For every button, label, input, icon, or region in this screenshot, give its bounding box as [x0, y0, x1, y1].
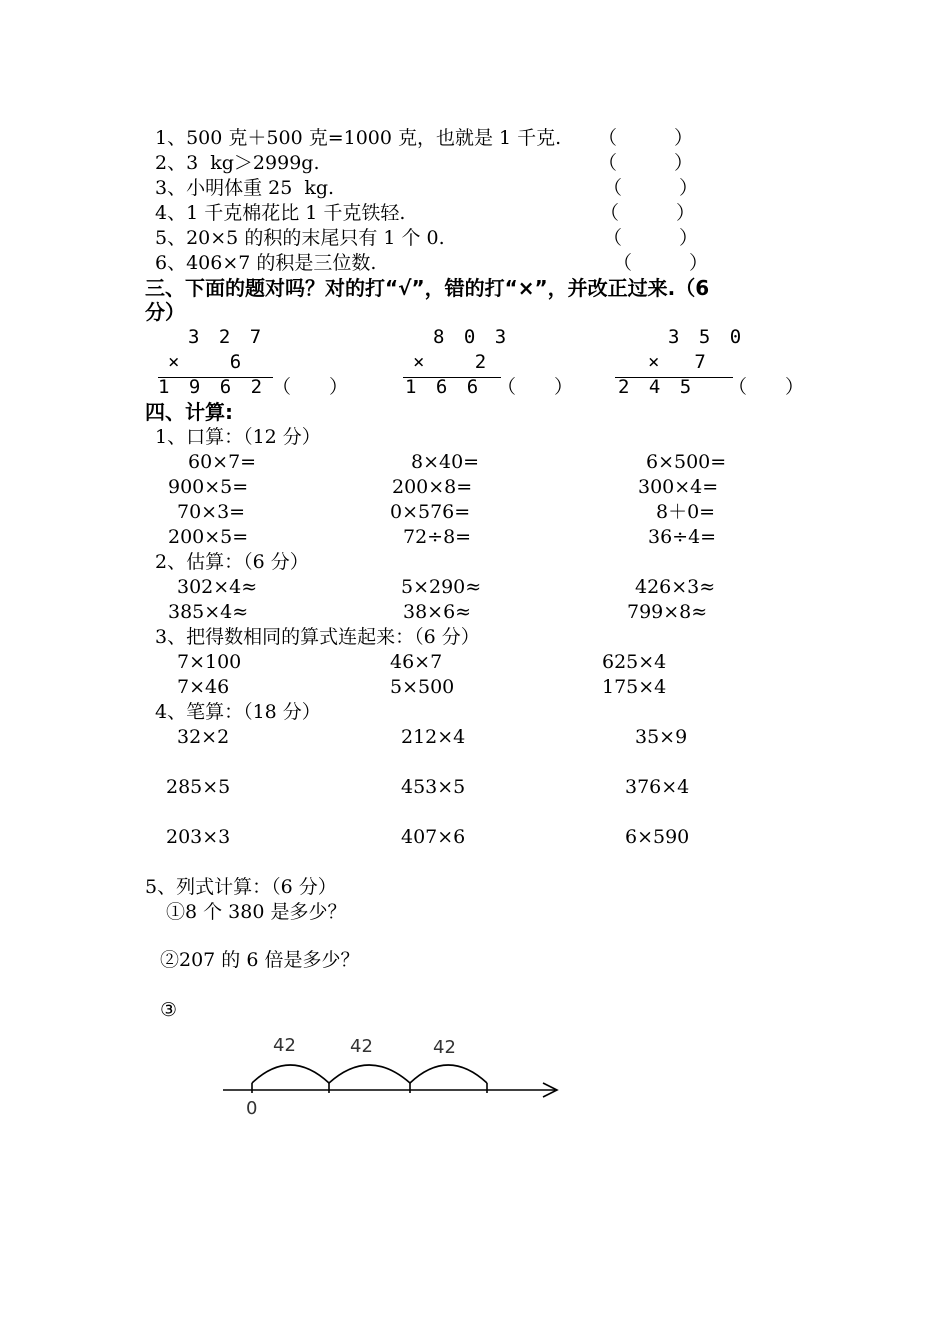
oral-problem: 8×40=: [411, 451, 480, 473]
oral-problem: 300×4=: [638, 476, 719, 498]
tf-item-text: 2、3 kg＞2999g.: [155, 152, 320, 174]
answer-paren[interactable]: （ ）: [613, 252, 709, 274]
written-problem: 407×6: [401, 826, 466, 848]
connect-expression[interactable]: 175×4: [602, 676, 667, 698]
oral-problem: 900×5=: [168, 476, 249, 498]
arc-label: 42: [273, 1035, 296, 1056]
answer-paren[interactable]: （ ）: [603, 177, 699, 199]
multiplier: × 2: [413, 351, 491, 373]
answer-paren[interactable]: （ ）: [272, 376, 349, 398]
written-problem: 212×4: [401, 726, 466, 748]
estimate-problem: 5×290≈: [401, 576, 482, 598]
oral-problem: 0×576=: [390, 501, 471, 523]
connect-expression[interactable]: 7×100: [177, 651, 242, 673]
written-problem: 32×2: [177, 726, 230, 748]
answer-paren[interactable]: （ ）: [728, 376, 805, 398]
oral-problem: 8＋0=: [656, 501, 716, 523]
connect-expression[interactable]: 7×46: [177, 676, 230, 698]
written-problem: 203×3: [166, 826, 231, 848]
multiplier: × 6: [168, 351, 246, 373]
connect-label: 3、把得数相同的算式连起来：（6 分）: [155, 626, 480, 648]
section-3-title-cont: 分）: [145, 300, 185, 324]
oral-problem: 200×8=: [392, 476, 473, 498]
multiplier: × 7: [648, 351, 710, 373]
number-line-diagram: [215, 1025, 575, 1125]
jump-arc: [329, 1065, 410, 1083]
arc-label: 42: [433, 1037, 456, 1058]
product: 1 6 6: [405, 376, 483, 398]
section-3-title: 三、下面的题对吗？对的打“√”，错的打“×”，并改正过来.（6: [145, 276, 710, 300]
estimate-label: 2、估算：（6 分）: [155, 551, 309, 573]
answer-paren[interactable]: （ ）: [598, 152, 694, 174]
estimate-problem: 302×4≈: [177, 576, 258, 598]
written-problem: 376×4: [625, 776, 690, 798]
jump-arc: [410, 1065, 487, 1083]
written-problem: 285×5: [166, 776, 231, 798]
tf-item-text: 4、1 千克棉花比 1 千克铁轻.: [155, 202, 406, 224]
tf-item-text: 6、406×7 的积是三位数.: [155, 252, 377, 274]
multiplicand: 8 0 3: [433, 326, 511, 348]
connect-expression[interactable]: 46×7: [390, 651, 443, 673]
answer-paren[interactable]: （ ）: [600, 202, 696, 224]
answer-paren[interactable]: （ ）: [497, 376, 574, 398]
estimate-problem: 799×8≈: [627, 601, 708, 623]
oral-calc-label: 1、口算：（12 分）: [155, 426, 321, 448]
oral-problem: 72÷8=: [403, 526, 472, 548]
word-problem-1: ①8 个 380 是多少？: [166, 901, 347, 923]
written-problem: 6×590: [625, 826, 690, 848]
oral-problem: 70×3=: [177, 501, 246, 523]
written-problem: 453×5: [401, 776, 466, 798]
written-problem: 35×9: [635, 726, 688, 748]
product: 2 4 5: [618, 376, 696, 398]
section-4-title: 四、计算:: [145, 400, 233, 424]
written-calc-label: 4、笔算：（18 分）: [155, 701, 321, 723]
jump-arc: [252, 1065, 329, 1083]
estimate-problem: 426×3≈: [635, 576, 716, 598]
answer-paren[interactable]: （ ）: [598, 127, 694, 149]
word-problem-label: 5、列式计算：（6 分）: [145, 876, 337, 898]
oral-problem: 36÷4=: [648, 526, 717, 548]
oral-problem: 60×7=: [188, 451, 257, 473]
product: 1 9 6 2: [158, 376, 267, 398]
estimate-problem: 385×4≈: [168, 601, 249, 623]
word-problem-2: ②207 的 6 倍是多少？: [160, 949, 360, 971]
zero-label: 0: [246, 1098, 258, 1119]
answer-paren[interactable]: （ ）: [603, 227, 699, 249]
word-problem-3: ③: [160, 999, 178, 1021]
arc-label: 42: [350, 1036, 373, 1057]
multiplicand: 3 5 0: [668, 326, 746, 348]
tf-item-text: 3、小明体重 25 kg.: [155, 177, 335, 199]
estimate-problem: 38×6≈: [403, 601, 472, 623]
tf-item-text: 5、20×5 的积的末尾只有 1 个 0.: [155, 227, 445, 249]
connect-expression[interactable]: 625×4: [602, 651, 667, 673]
multiplicand: 3 2 7: [188, 326, 266, 348]
oral-problem: 200×5=: [168, 526, 249, 548]
tf-item-text: 1、500 克＋500 克=1000 克，也就是 1 千克.: [155, 127, 562, 149]
oral-problem: 6×500=: [646, 451, 727, 473]
connect-expression[interactable]: 5×500: [390, 676, 455, 698]
